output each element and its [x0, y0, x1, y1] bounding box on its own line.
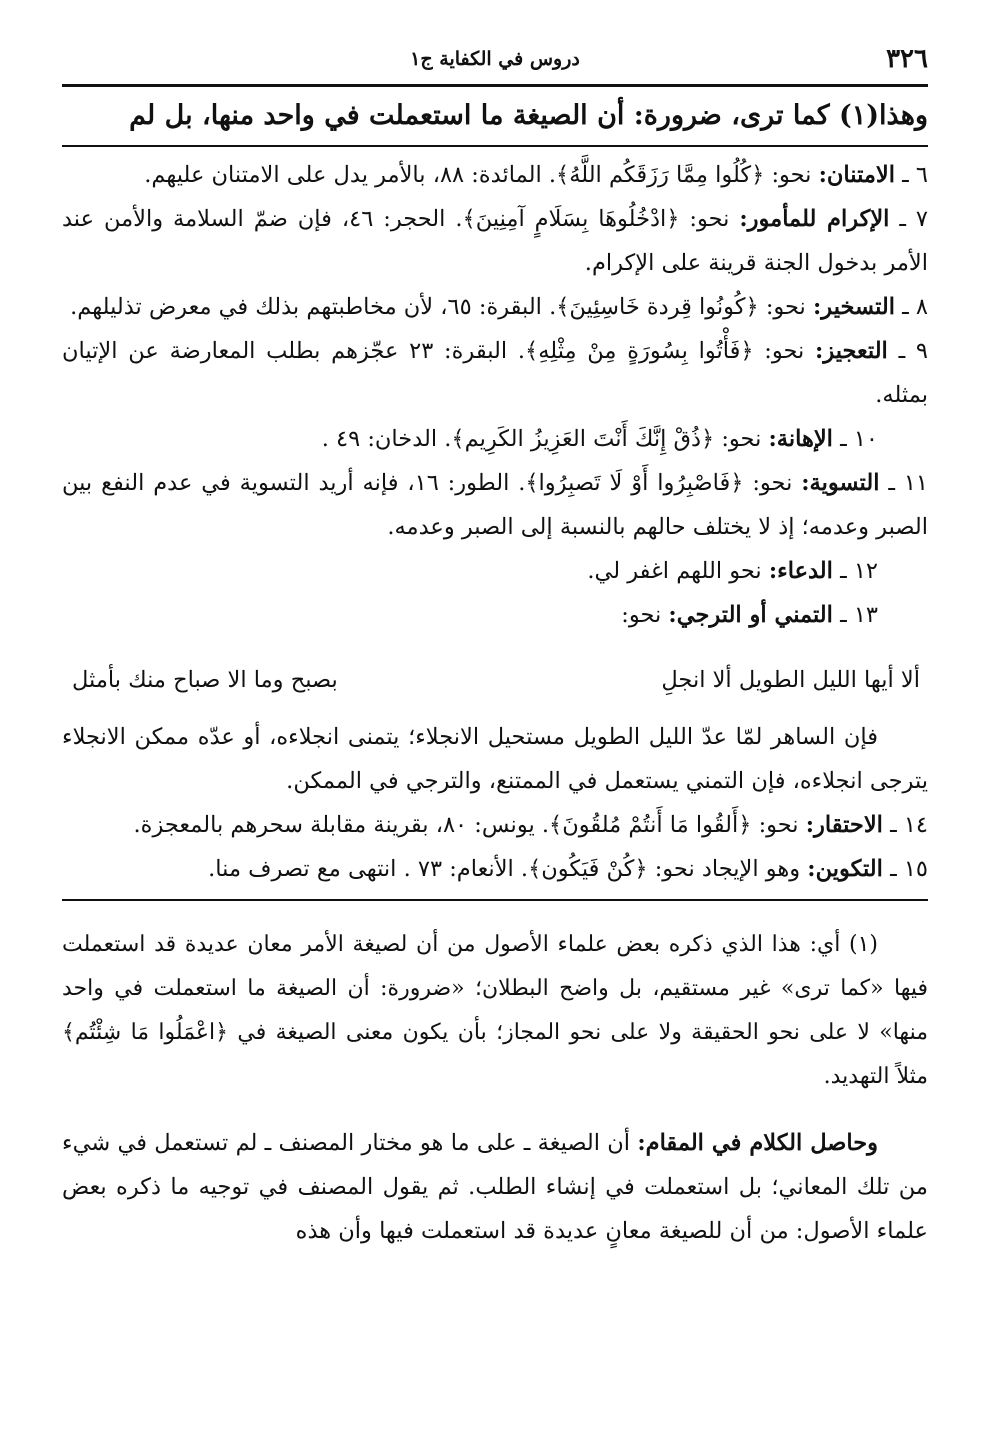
item-term: التعجيز:	[815, 338, 888, 364]
list-item	[62, 197, 928, 285]
item-number: ١١ ـ	[888, 470, 928, 496]
page-number: ٣٢٦	[886, 44, 928, 74]
item-number: ١٤ ـ	[890, 812, 928, 838]
item-text: وهو الإيجاد نحو: ﴿كُنْ فَيَكُون﴾. الأنعام: ٧٣ . انتهى مع تصرف منا.	[208, 856, 808, 882]
item-number: ١٥ ـ	[890, 856, 928, 882]
item-number: ١٠ ـ	[840, 426, 878, 452]
poem-verse	[62, 655, 928, 705]
item-number: ٩ ـ	[898, 338, 928, 364]
list-item	[62, 847, 928, 891]
item-number: ٧ ـ	[899, 206, 929, 232]
list-item	[62, 329, 928, 417]
item-text: نحو:	[621, 602, 669, 628]
item-term: التسوية:	[801, 470, 880, 496]
summary-text: أن الصيغة ـ على ما هو مختار المصنف ـ لم تستعمل في شيء من تلك المعاني؛ بل استعملت في إنشاء الطلب. ثم يقول المصنف في توجيه ما ذكره بعض علماء الأصول: من أن للصيغة معانٍ عديدة قد استعملت فيها وأن هذه	[62, 1130, 928, 1244]
item-term: الدعاء:	[768, 558, 833, 584]
item-number: ١٣ ـ	[840, 602, 878, 628]
page-header	[62, 40, 928, 84]
item-number: ٦ ـ	[902, 162, 928, 188]
footnote-separator	[62, 899, 928, 901]
item-term: الإكرام للمأمور:	[739, 206, 890, 232]
poem-hemistich-first: ألا أيها الليل الطويل ألا انجلِ	[661, 667, 920, 693]
item-term: الإهانة:	[768, 426, 833, 452]
item-text: نحو: ﴿فَأْتُوا بِسُورَةٍ مِنْ مِثْلِهِ﴾. البقرة: ٢٣ عجّزهم بطلب المعارضة عن الإتيان بمثله.	[62, 338, 928, 408]
item-text: نحو: ﴿فَاصْبِرُوا أَوْ لَا تَصبِرُوا﴾. الطور: ١٦، فإنه أريد التسوية في عدم النفع بين الصبر وعدمه؛ إذ لا يختلف حالهم بالنسبة إلى الصبر وعدمه.	[62, 470, 928, 540]
poem-hemistich-second: بصبح وما الا صباح منك بأمثل	[72, 667, 338, 693]
running-title: دروس في الكفاية ج١	[410, 48, 580, 70]
footnote: (١) أي: هذا الذي ذكره بعض علماء الأصول من أن لصيغة الأمر معان عديدة قد استعملت فيها «كما ترى» غير مستقيم، بل واضح البطلان؛ «ضرورة: أن الصيغة ما استعملت في واحد منها» لا على نحو الحقيقة ولا على نحو المجاز؛ بأن يكون معنى الصيغة في ﴿اعْمَلُوا مَا شِئْتُم﴾ مثلاً التهديد.	[62, 932, 928, 1089]
list-item	[62, 285, 928, 329]
item-text: نحو: ﴿أَلقُوا مَا أَنتُمْ مُلقُونَ﴾. يونس: ٨٠، بقرينة مقابلة سحرهم بالمعجزة.	[133, 812, 806, 838]
item-text: نحو: ﴿ادْخُلُوهَا بِسَلَامٍ آمِنِينَ﴾. الحجر: ٤٦، فإن ضمّ السلامة والأمن عند الأمر بدخول الجنة قرينة على الإكرام.	[62, 206, 928, 276]
item-term: الامتنان:	[818, 162, 895, 188]
list-item	[62, 549, 928, 593]
item-text: نحو: ﴿كُلُوا مِمَّا رَزَقَكُم اللَّهُ﴾. المائدة: ٨٨، بالأمر يدل على الامتنان عليهم.	[144, 162, 819, 188]
item-term: الاحتقار:	[805, 812, 883, 838]
item-number: ١٢ ـ	[840, 558, 878, 584]
item-text: نحو: ﴿ذُقْ إِنَّكَ أَنْتَ العَزِيزُ الكَرِيم﴾. الدخان: ٤٩ .	[321, 426, 769, 452]
list-item	[62, 461, 928, 549]
list-item	[62, 593, 928, 637]
list-item	[62, 417, 928, 461]
list-item	[62, 153, 928, 197]
item-term: التمني أو الترجي:	[668, 602, 833, 628]
summary-term: وحاصل الكلام في المقام:	[637, 1130, 878, 1156]
list-item	[62, 803, 928, 847]
item-term: التكوين:	[807, 856, 883, 882]
item-text: نحو اللهم اغفر لي.	[587, 558, 769, 584]
main-text-lead-line: وهذا(١) كما ترى، ضرورة: أن الصيغة ما استعملت في واحد منها، بل لم	[129, 100, 928, 131]
commentary-separator	[62, 145, 928, 147]
book-page	[62, 40, 928, 1253]
summary-paragraph	[62, 1121, 928, 1253]
poem-explanation: فإن الساهر لمّا عدّ الليل الطويل مستحيل الانجلاء؛ يتمنى انجلاءه، أو عدّه ممكن الانجلاء يترجى انجلاءه، فإن التمني يستعمل في الممتنع، والترجي في الممكن.	[62, 724, 928, 794]
item-term: التسخير:	[812, 294, 895, 320]
item-text: نحو: ﴿كُونُوا قِردة خَاسِئِينَ﴾. البقرة: ٦٥، لأن مخاطبتهم بذلك في معرض تذليلهم.	[70, 294, 813, 320]
item-number: ٨ ـ	[902, 294, 928, 320]
commentary-body	[62, 153, 928, 1253]
